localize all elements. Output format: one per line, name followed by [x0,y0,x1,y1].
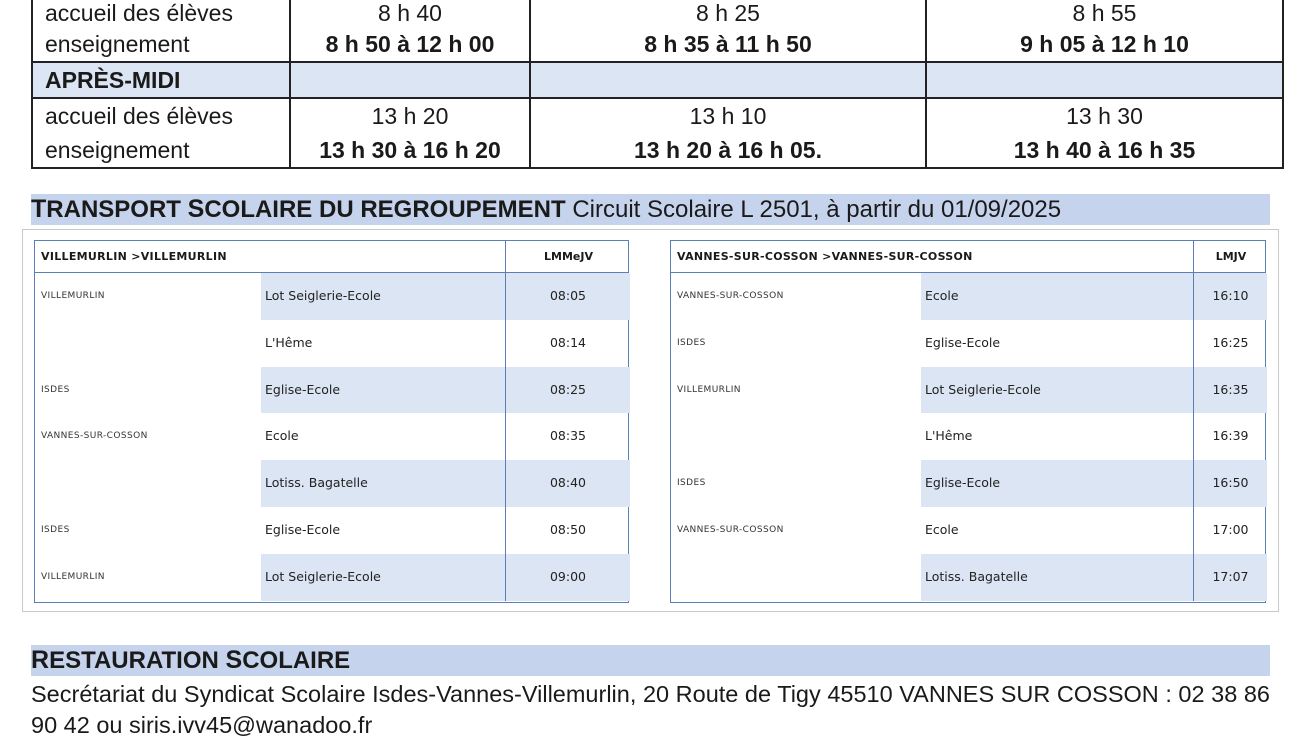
route-stop-row [671,507,1265,554]
hours-row-label: enseignement [32,27,290,62]
route-title: VANNES-SUR-COSSON >VANNES-SUR-COSSON [677,250,973,263]
route-stop-row [35,413,628,460]
stop-time: 08:05 [505,273,630,320]
stop-town: VILLEMURLIN [41,291,105,301]
hours-row-label: accueil des élèves [32,0,290,27]
hours-cell: 8 h 35 à 11 h 50 [530,27,926,62]
stop-town: VILLEMURLIN [677,384,741,395]
stop-town: ISDES [677,478,706,489]
hours-cell: 13 h 30 [926,98,1283,133]
route-stop-row [35,367,628,414]
stop-time: 08:40 [505,460,630,507]
hours-cell: 8 h 55 [926,0,1283,27]
hours-cell: 8 h 25 [530,0,926,27]
transport-heading: TRANSPORT SCOLAIRE DU REGROUPEMENT Circuit Scolaire L 2501, à partir du 01/09/2025 [31,194,1270,225]
transport-circuit-detail: Circuit Scolaire L 2501, à partir du 01/09/2025 [565,196,1062,223]
route-stop-row [671,554,1265,601]
hours-cell: 13 h 10 [530,98,926,133]
stop-time: 08:50 [505,507,630,554]
stop-time: 16:35 [1193,367,1267,414]
route-stop-row [671,413,1265,460]
stop-name: L'Hême [925,428,973,444]
stop-town: ISDES [677,337,706,348]
stop-name: Eglise-Ecole [261,367,505,414]
stop-name: Eglise-Ecole [265,522,341,537]
hours-cell: 13 h 40 à 16 h 35 [926,133,1283,168]
hours-cell: 13 h 20 [290,98,530,133]
afternoon-label: APRÈS-MIDI [32,62,290,98]
stop-time: 09:00 [505,554,630,601]
hours-row-label: enseignement [32,133,290,168]
route-header [671,241,1265,273]
hours-cell: 8 h 40 [290,0,530,27]
hours-cell: 9 h 05 à 12 h 10 [926,27,1283,62]
stop-name: Ecole [265,428,299,444]
route-stop-row [35,320,628,367]
stop-time: 08:35 [505,413,630,460]
stop-town: VANNES-SUR-COSSON [41,431,148,442]
stop-time: 08:25 [505,367,630,414]
stop-name: L'Hême [265,334,313,350]
route-stop-row [671,273,1265,320]
route-days: LMMeJV [505,241,631,272]
restauration-heading: RESTAURATION SCOLAIRE [31,645,1270,676]
hours-row [32,0,1283,27]
stop-name: Eglise-Ecole [925,334,1001,350]
route-table-afternoon [670,240,1266,603]
route-days: LMJV [1193,241,1268,272]
stop-name: Lot Seiglerie-Ecole [261,273,505,320]
stop-town: VILLEMURLIN [41,571,105,582]
hours-cell: 8 h 50 à 12 h 00 [290,27,530,62]
stop-town: ISDES [41,384,70,395]
stop-name: Lotiss. Bagatelle [921,554,1193,601]
hours-row [32,98,1283,133]
route-stop-row [35,507,628,554]
route-table-morning [34,240,629,603]
bus-schedule-panel [22,229,1279,612]
route-header [35,241,628,273]
stop-name: Lotiss. Bagatelle [261,460,505,507]
hours-cell: 13 h 20 à 16 h 05. [530,133,926,168]
stop-name: Eglise-Ecole [921,460,1193,507]
stop-town: VANNES-SUR-COSSON [677,291,784,301]
stop-time: 16:39 [1193,413,1267,460]
route-stop-row [35,554,628,601]
stop-town: VANNES-SUR-COSSON [677,525,784,535]
route-stop-row [35,273,628,320]
stop-name: Lot Seiglerie-Ecole [921,367,1193,414]
stop-town: ISDES [41,525,70,535]
route-title: VILLEMURLIN >VILLEMURLIN [41,250,227,263]
stop-time: 17:00 [1193,507,1267,554]
stop-name: Ecole [925,522,959,537]
stop-name: Ecole [921,273,1193,320]
stop-time: 16:25 [1193,320,1267,367]
stop-time: 08:14 [505,320,630,367]
route-stop-row [35,460,628,507]
route-stop-row [671,320,1265,367]
school-hours-table [31,0,1284,169]
restauration-contact-text: Secrétariat du Syndicat Scolaire Isdes-Vannes-Villemurlin, 20 Route de Tigy 45510 VANNES SUR COSSON : 02 38 86 90 42 ou siris.ivv45@wanadoo.fr [31,681,1270,738]
hours-row-label: accueil des élèves [32,98,290,133]
stop-time: 16:10 [1193,273,1267,320]
stop-time: 16:50 [1193,460,1267,507]
stop-time: 17:07 [1193,554,1267,601]
hours-row [32,27,1283,62]
hours-cell: 13 h 30 à 16 h 20 [290,133,530,168]
hours-row [32,133,1283,168]
route-stop-row [671,460,1265,507]
stop-name: Lot Seiglerie-Ecole [261,554,505,601]
route-stop-row [671,367,1265,414]
afternoon-section-row [32,62,1283,98]
